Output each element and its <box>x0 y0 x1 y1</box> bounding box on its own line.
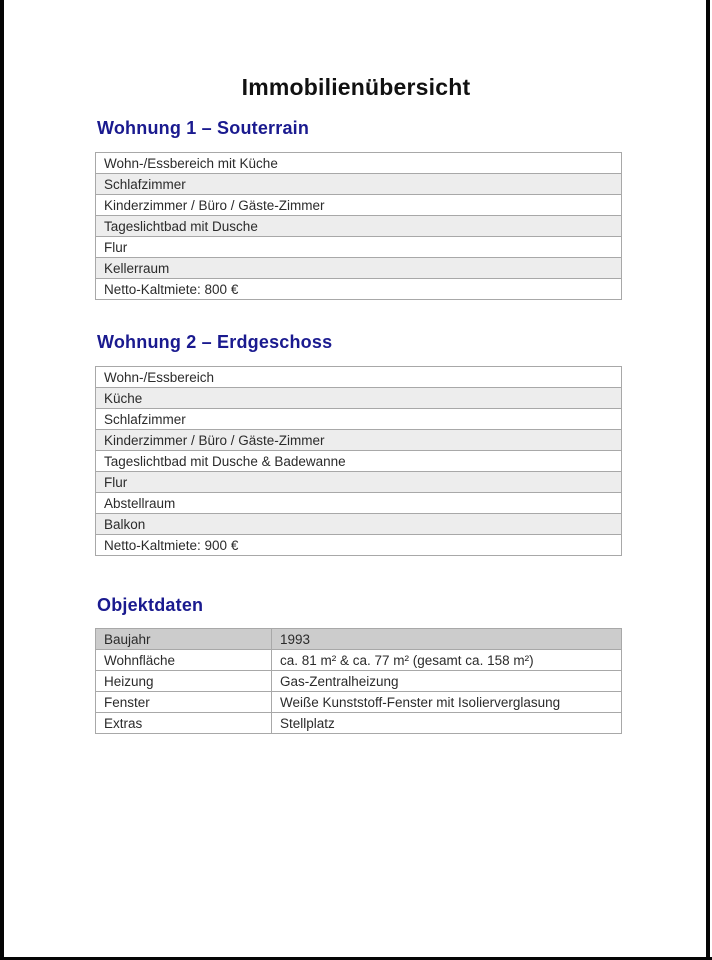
table-row <box>96 451 622 472</box>
table-row <box>96 367 622 388</box>
room-cell: Abstellraum <box>96 493 622 514</box>
table-objektdaten <box>95 628 622 734</box>
room-cell: Flur <box>96 237 622 258</box>
table-row <box>96 493 622 514</box>
value-cell: ca. 81 m² & ca. 77 m² (gesamt ca. 158 m²) <box>272 650 622 671</box>
table-row <box>96 650 622 671</box>
room-cell: Tageslichtbad mit Dusche <box>96 216 622 237</box>
section-heading-objektdaten: Objektdaten <box>97 595 204 615</box>
label-cell: Baujahr <box>96 629 272 650</box>
room-cell: Schlafzimmer <box>96 174 622 195</box>
room-cell: Wohn-/Essbereich mit Küche <box>96 153 622 174</box>
room-cell: Netto-Kaltmiete: 800 € <box>96 279 622 300</box>
screen-edge-right <box>706 0 710 960</box>
table-row <box>96 535 622 556</box>
table-wohnung-1 <box>95 152 622 300</box>
value-cell: Stellplatz <box>272 713 622 734</box>
page-title: Immobilienübersicht <box>241 74 471 100</box>
table-row <box>96 174 622 195</box>
table-row <box>96 258 622 279</box>
table-row <box>96 430 622 451</box>
table-row <box>96 153 622 174</box>
table-wohnung-2 <box>95 366 622 556</box>
section-heading-wohnung-2: Wohnung 2 – Erdgeschoss <box>97 332 333 352</box>
room-cell: Kellerraum <box>96 258 622 279</box>
value-cell: Gas-Zentralheizung <box>272 671 622 692</box>
table-row <box>96 195 622 216</box>
table-row <box>96 514 622 535</box>
table-row <box>96 279 622 300</box>
label-cell: Fenster <box>96 692 272 713</box>
label-cell: Wohnfläche <box>96 650 272 671</box>
room-cell: Kinderzimmer / Büro / Gäste-Zimmer <box>96 195 622 216</box>
table-row <box>96 671 622 692</box>
room-cell: Tageslichtbad mit Dusche & Badewanne <box>96 451 622 472</box>
section-heading-wohnung-1: Wohnung 1 – Souterrain <box>97 118 310 138</box>
screen-edge-left <box>0 0 4 960</box>
room-cell: Kinderzimmer / Büro / Gäste-Zimmer <box>96 430 622 451</box>
table-row <box>96 472 622 493</box>
label-cell: Extras <box>96 713 272 734</box>
table-row <box>96 388 622 409</box>
table-row <box>96 713 622 734</box>
room-cell: Flur <box>96 472 622 493</box>
room-cell: Schlafzimmer <box>96 409 622 430</box>
table-row <box>96 409 622 430</box>
table-row <box>96 237 622 258</box>
label-cell: Heizung <box>96 671 272 692</box>
room-cell: Wohn-/Essbereich <box>96 367 622 388</box>
table-row <box>96 629 622 650</box>
table-row <box>96 692 622 713</box>
value-cell: 1993 <box>272 629 622 650</box>
room-cell: Balkon <box>96 514 622 535</box>
table-row <box>96 216 622 237</box>
room-cell: Netto-Kaltmiete: 900 € <box>96 535 622 556</box>
room-cell: Küche <box>96 388 622 409</box>
value-cell: Weiße Kunststoff-Fenster mit Isolierverglasung <box>272 692 622 713</box>
